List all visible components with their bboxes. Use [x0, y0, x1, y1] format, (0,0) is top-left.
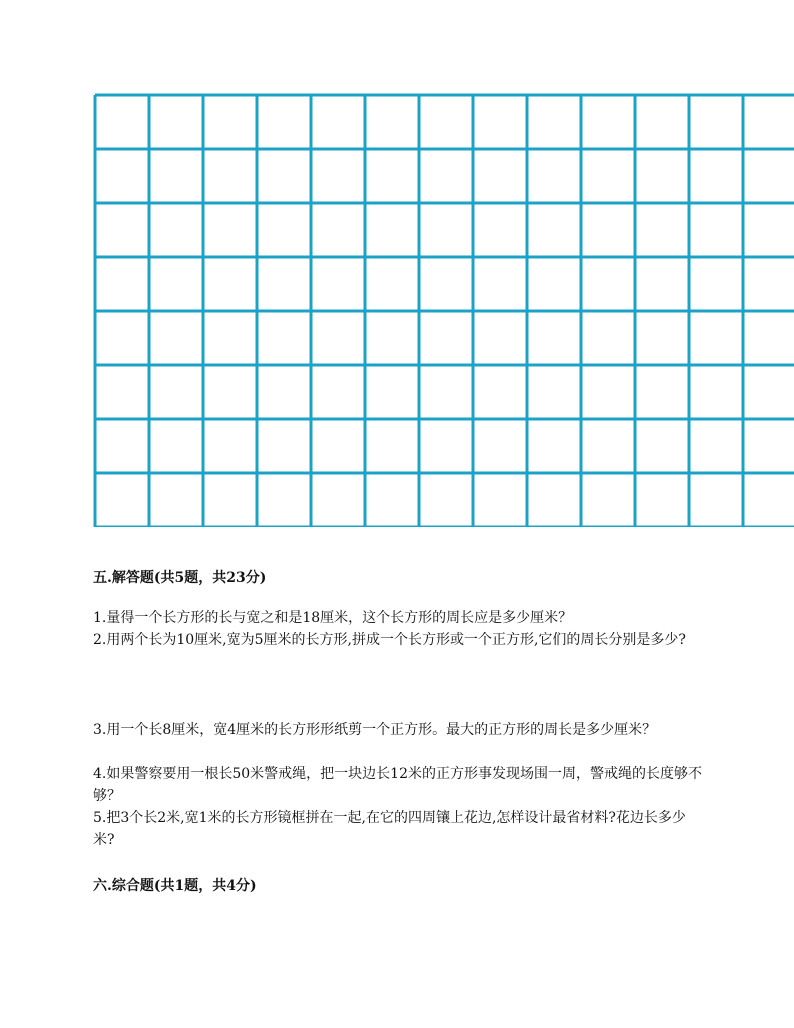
- question-2: 2.用两个长为10厘米,宽为5厘米的长方形,拼成一个长方形或一个正方形,它们的周长分别是多少?: [93, 632, 686, 648]
- question-5: 5.把3个长2米,宽1米的长方形镜框拼在一起,在它的四周镶上花边,怎样设计最省材料?花边长多少米?: [93, 810, 686, 848]
- answer-grid: [93, 93, 794, 531]
- question-1: 1.量得一个长方形的长与宽之和是18厘米，这个长方形的周长应是多少厘米？: [93, 610, 573, 626]
- section-six-title: 六.综合题(共1题，共4分): [93, 878, 257, 894]
- question-4: 4.如果警察要用一根长50米警戒绳，把一块边长12米的正方形事发现场围一周，警戒绳的长度够不够？: [93, 766, 702, 804]
- question-3: 3.用一个长8厘米，宽4厘米的长方形形纸剪一个正方形。最大的正方形的周长是多少厘米？: [93, 722, 657, 738]
- section-five-title: 五.解答题(共5题，共23分): [93, 570, 267, 586]
- square-grid: [93, 93, 794, 527]
